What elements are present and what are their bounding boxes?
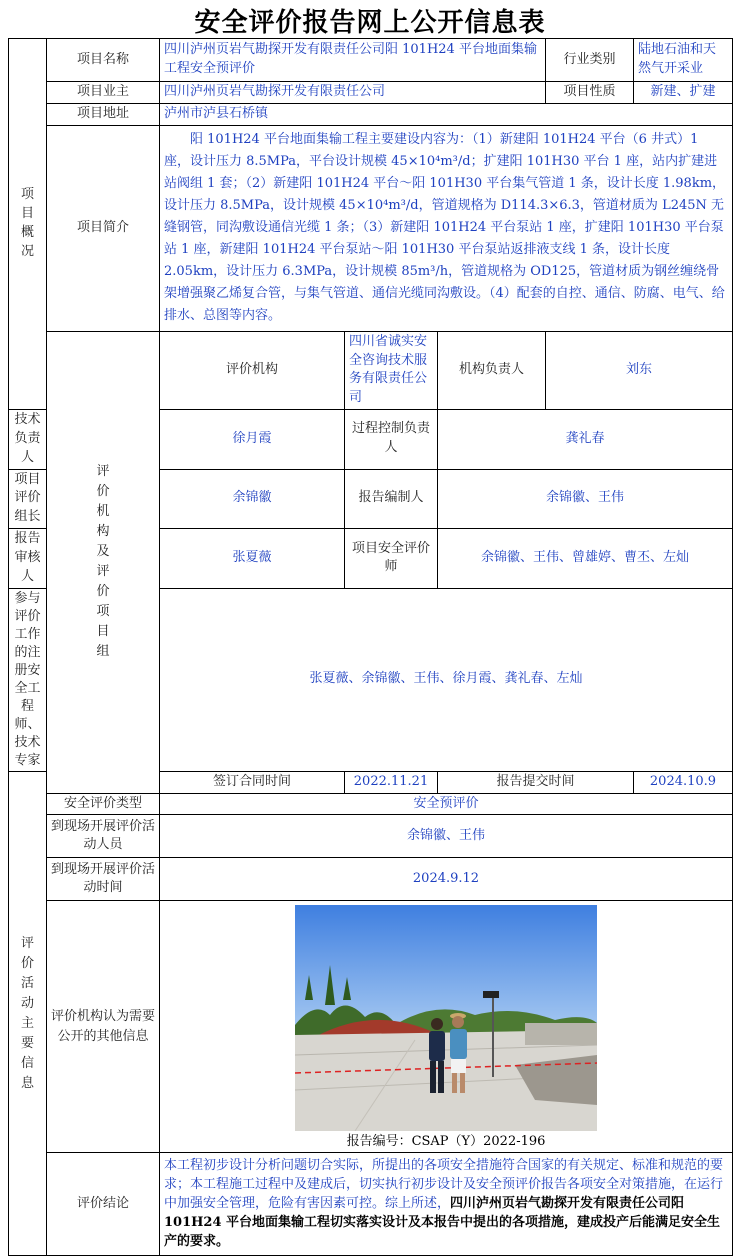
contract-date-label: 签订合同时间 xyxy=(160,771,345,793)
address-value: 泸州市泸县石桥镇 xyxy=(160,103,733,125)
experts-label: 参与评价工作的注册安全工程师、技术专家 xyxy=(9,588,47,771)
page-title: 安全评价报告网上公开信息表 xyxy=(194,8,546,38)
section-activity-label: 评价活动主要信息 xyxy=(9,771,47,1256)
person1-head xyxy=(431,1018,443,1030)
person2-leg-right xyxy=(460,1073,465,1093)
onsite-people-label: 到现场开展评价活动人员 xyxy=(47,815,160,858)
owner-value: 四川泸州页岩气勘探开发有限责任公司 xyxy=(160,82,546,104)
eval-type-label: 安全评价类型 xyxy=(47,793,160,815)
owner-label: 项目业主 xyxy=(47,82,160,104)
conclusion-value xyxy=(160,1153,733,1256)
report-number: 报告编号：CSAP（Y）2022-196 xyxy=(346,1134,546,1150)
project-name-value: 四川泸州页岩气勘探开发有限责任公司阳 101H24 平台地面集输工程安全预评价 xyxy=(160,39,546,82)
industry-label: 行业类别 xyxy=(546,39,634,82)
other-info-cell xyxy=(160,901,733,1153)
address-label: 项目地址 xyxy=(47,103,160,125)
evaluators-label: 项目安全评价师 xyxy=(345,529,438,589)
report-writer-value: 余锦徽、王伟 xyxy=(438,469,733,529)
nature-value: 新建、扩建 xyxy=(634,82,733,104)
evaluators-value: 余锦徽、王伟、曾雄婷、曹丕、左灿 xyxy=(438,529,733,589)
section-org-label: 评价机构及评价项目组 xyxy=(47,331,160,793)
section-overview-label: 项目概况 xyxy=(9,39,47,410)
reviewer-label: 报告审核人 xyxy=(9,529,47,589)
eval-type-value: 安全预评价 xyxy=(160,793,733,815)
submit-date-value: 2024.10.9 xyxy=(634,771,733,793)
project-name-label: 项目名称 xyxy=(47,39,160,82)
process-head-value: 龚礼春 xyxy=(438,410,733,470)
wall xyxy=(525,1023,597,1045)
onsite-time-value: 2024.9.12 xyxy=(160,858,733,901)
person2-leg-left xyxy=(452,1073,457,1093)
agency-head-value: 刘东 xyxy=(546,331,733,409)
intro-label: 项目简介 xyxy=(47,125,160,331)
tech-head-label: 技术负责人 xyxy=(9,410,47,470)
info-table xyxy=(8,38,733,1256)
person1-shirt xyxy=(429,1031,445,1061)
conclusion-text: 本工程初步设计分析问题切合实际，所提出的各项安全措施符合国家的有关规定、标准和规范的要求；本工程施工过程中及建成后，切实执行初步设计及安全预评价报告各项安全对策措施，在运行中加强安全管理，危险有害因素可控。综上所述， xyxy=(164,1158,724,1211)
nature-label: 项目性质 xyxy=(546,82,634,104)
agency-head-label: 机构负责人 xyxy=(438,331,546,409)
person1-leg-right xyxy=(438,1061,444,1093)
person2-shirt xyxy=(450,1029,467,1059)
intro-value: 阳 101H24 平台地面集输工程主要建设内容为：（1）新建阳 101H24 平台（6 井式）1 座，设计压力 8.5MPa，平台设计规模 45×10⁴m³/d；扩建阳 101H30 平台 1 座，站内扩建进站阀组 1 套；（2）新建阳 101H24 平台～阳 101H30 平台集气管道 1 条，设计长度 1.98km，设计压力 8.5MPa，设计规模 45×10⁴m³/d，管道规格为 D114.3×6.3，管道材质为 L245N 无缝钢管，同沟敷设通信光缆 1 条；（3）新建阳 101H24 平台泵站 1 座，扩建阳 101H30 平台泵站 1 座，新建阳 101H24 平台泵站～阳 101H30 平台泵站返排液支线 1 条，设计长度 2.05km，设计压力 6.3MPa，设计规模 85m³/h，管道规格为 OD125，管道材质为钢丝缠绕骨架增强聚乙烯复合管，与集气管道、通信光缆同沟敷设。（4）配套的自控、通信、防腐、电气、给排水、总图等内容。 xyxy=(160,125,733,331)
industry-value: 陆地石油和天然气开采业 xyxy=(634,39,733,82)
submit-date-label: 报告提交时间 xyxy=(438,771,634,793)
report-writer-label: 报告编制人 xyxy=(345,469,438,529)
experts-value: 张夏薇、余锦徽、王伟、徐月霞、龚礼春、左灿 xyxy=(160,588,733,771)
person1-leg-left xyxy=(430,1061,436,1093)
conclusion-label: 评价结论 xyxy=(47,1153,160,1256)
conclusion-bold-text: 四川泸州页岩气勘探开发有限责任公司阳 101H24 平台地面集输工程切实落实设计及本报告中提出的各项措施，建成投产后能满足安全生产的要求。 xyxy=(164,1195,721,1249)
team-leader-value: 余锦徽 xyxy=(160,469,345,529)
pole xyxy=(492,997,494,1077)
tech-head-value: 徐月霞 xyxy=(160,410,345,470)
site-photo xyxy=(295,905,597,1131)
solar-panel xyxy=(483,991,499,998)
agency-label: 评价机构 xyxy=(160,331,345,409)
other-info-label: 评价机构认为需要公开的其他信息 xyxy=(47,901,160,1153)
onsite-time-label: 到现场开展评价活动时间 xyxy=(47,858,160,901)
team-leader-label: 项目评价组长 xyxy=(9,469,47,529)
contract-date-value: 2022.11.21 xyxy=(345,771,438,793)
person2-head xyxy=(452,1016,464,1028)
agency-value: 四川省诚实安全咨询技术服务有限责任公司 xyxy=(345,331,438,409)
onsite-people-value: 余锦徽、王伟 xyxy=(160,815,733,858)
reviewer-value: 张夏薇 xyxy=(160,529,345,589)
person2-shorts xyxy=(451,1059,466,1073)
process-head-label: 过程控制负责人 xyxy=(345,410,438,470)
